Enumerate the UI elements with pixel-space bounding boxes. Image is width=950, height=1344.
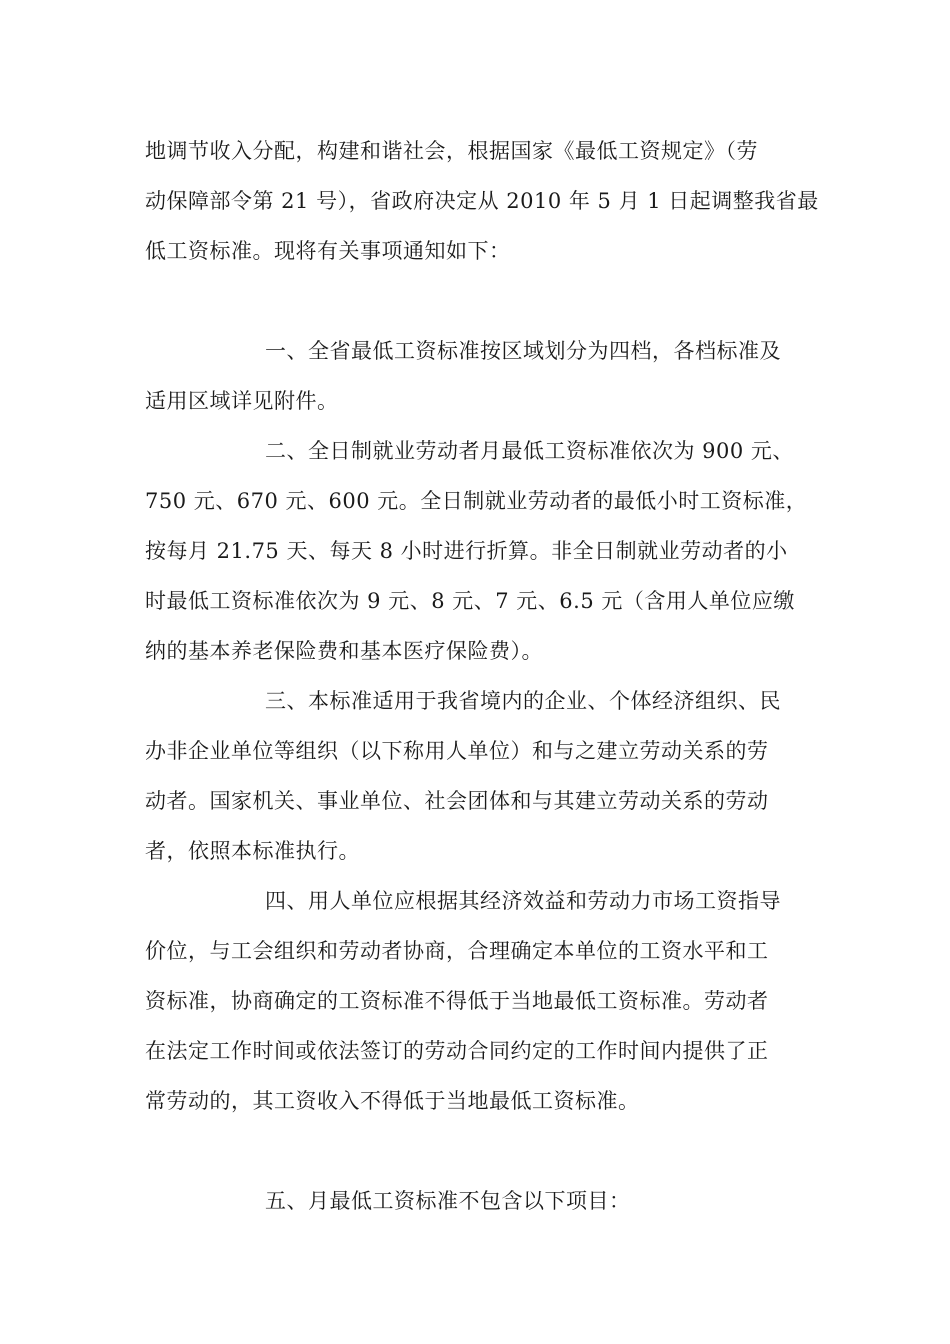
paragraph-line: 按每月 21.75 天、每天 8 小时进行折算。非全日制就业劳动者的小	[145, 539, 788, 563]
paragraph-line: 动者。国家机关、事业单位、社会团体和与其建立劳动关系的劳动	[145, 789, 769, 813]
paragraph-line: 适用区域详见附件。	[145, 389, 339, 413]
section-3-heading-line: 三、本标准适用于我省境内的企业、个体经济组织、民	[265, 689, 781, 713]
paragraph-line: 低工资标准。现将有关事项通知如下：	[145, 239, 511, 263]
paragraph-line: 750 元、670 元、600 元。全日制就业劳动者的最低小时工资标准，	[145, 489, 808, 513]
paragraph-line: 时最低工资标准依次为 9 元、8 元、7 元、6.5 元（含用人单位应缴	[145, 589, 795, 613]
section-4-heading-line: 四、用人单位应根据其经济效益和劳动力市场工资指导	[265, 889, 781, 913]
section-2-heading-line: 二、全日制就业劳动者月最低工资标准依次为 900 元、	[265, 439, 794, 463]
paragraph-line: 资标准，协商确定的工资标准不得低于当地最低工资标准。劳动者	[145, 989, 769, 1013]
paragraph-line: 常劳动的，其工资收入不得低于当地最低工资标准。	[145, 1089, 640, 1113]
paragraph-line: 地调节收入分配，构建和谐社会，根据国家《最低工资规定》（劳	[145, 139, 758, 163]
paragraph-line: 价位，与工会组织和劳动者协商，合理确定本单位的工资水平和工	[145, 939, 769, 963]
paragraph-line: 者，依照本标准执行。	[145, 839, 360, 863]
paragraph-line: 在法定工作时间或依法签订的劳动合同约定的工作时间内提供了正	[145, 1039, 769, 1063]
paragraph-line: 动保障部令第 21 号），省政府决定从 2010 年 5 月 1 日起调整我省最	[145, 189, 819, 213]
section-1-heading-line: 一、全省最低工资标准按区域划分为四档，各档标准及	[265, 339, 781, 363]
section-5-heading-line: 五、月最低工资标准不包含以下项目：	[265, 1189, 631, 1213]
paragraph-line: 办非企业单位等组织（以下称用人单位）和与之建立劳动关系的劳	[145, 739, 769, 763]
paragraph-line: 纳的基本养老保险费和基本医疗保险费）。	[145, 639, 543, 663]
